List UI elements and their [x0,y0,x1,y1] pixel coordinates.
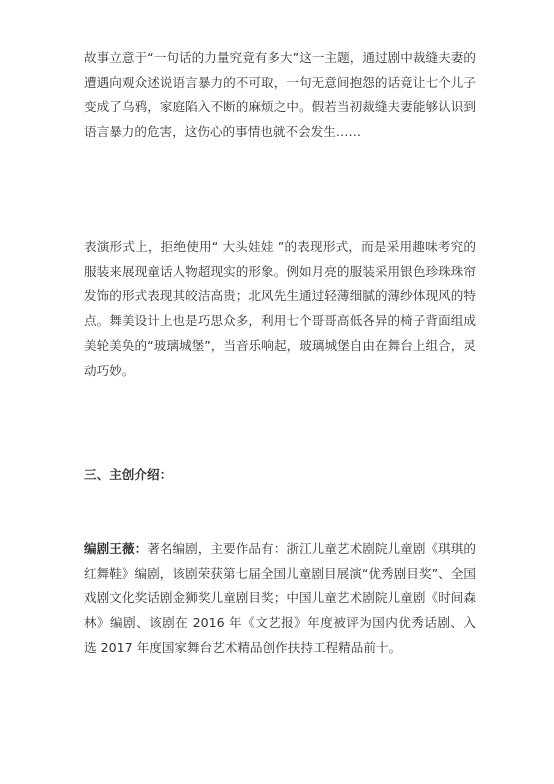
creator-paragraph [84,537,476,661]
creator-lead: 编剧王薇： [84,541,148,556]
story-paragraph: 故事立意于“一句话的力量究竟有多大”这一主题，通过剧中裁缝夫妻的遭遇向观众述说语言暴力的不可取，一句无意间抱怨的话竟让七个儿子变成了乌鸦，家庭陷入不断的麻烦之中。假若当初裁缝夫妻能够认识到语言暴力的危害，这伤心的事情也就不会发生…… [84,50,476,140]
creator-text: 著名编剧，主要作品有：浙江儿童艺术剧院儿童剧《琪琪的红舞鞋》编剧，该剧荣获第七届全国儿童剧目展演“优秀剧目奖”、全国戏剧文化奖话剧金狮奖儿童剧目奖；中国儿童艺术剧院儿童剧《时间森林》编剧、该剧在 2016 年《文艺报》年度被评为国内优秀话剧、入选 2017 年度国家舞台艺术精品创作扶持工程精品前十。 [84,541,477,655]
performance-paragraph: 表演形式上，拒绝使用“ 大头娃娃 ”的表现形式，而是采用趣味考究的服装来展现童话人物超现实的形象。例如月亮的服装采用银色珍珠珠帘发饰的形式表现其皎洁高贵；北风先生通过轻薄细腻的薄纱体现风的特点。舞美设计上也是巧思众多，利用七个哥哥高低各异的椅子背面组成美轮美奂的“玻璃城堡”，当音乐响起，玻璃城堡自由在舞台上组合，灵动巧妙。 [84,239,476,378]
section-heading: 三、主创介绍： [84,467,173,482]
